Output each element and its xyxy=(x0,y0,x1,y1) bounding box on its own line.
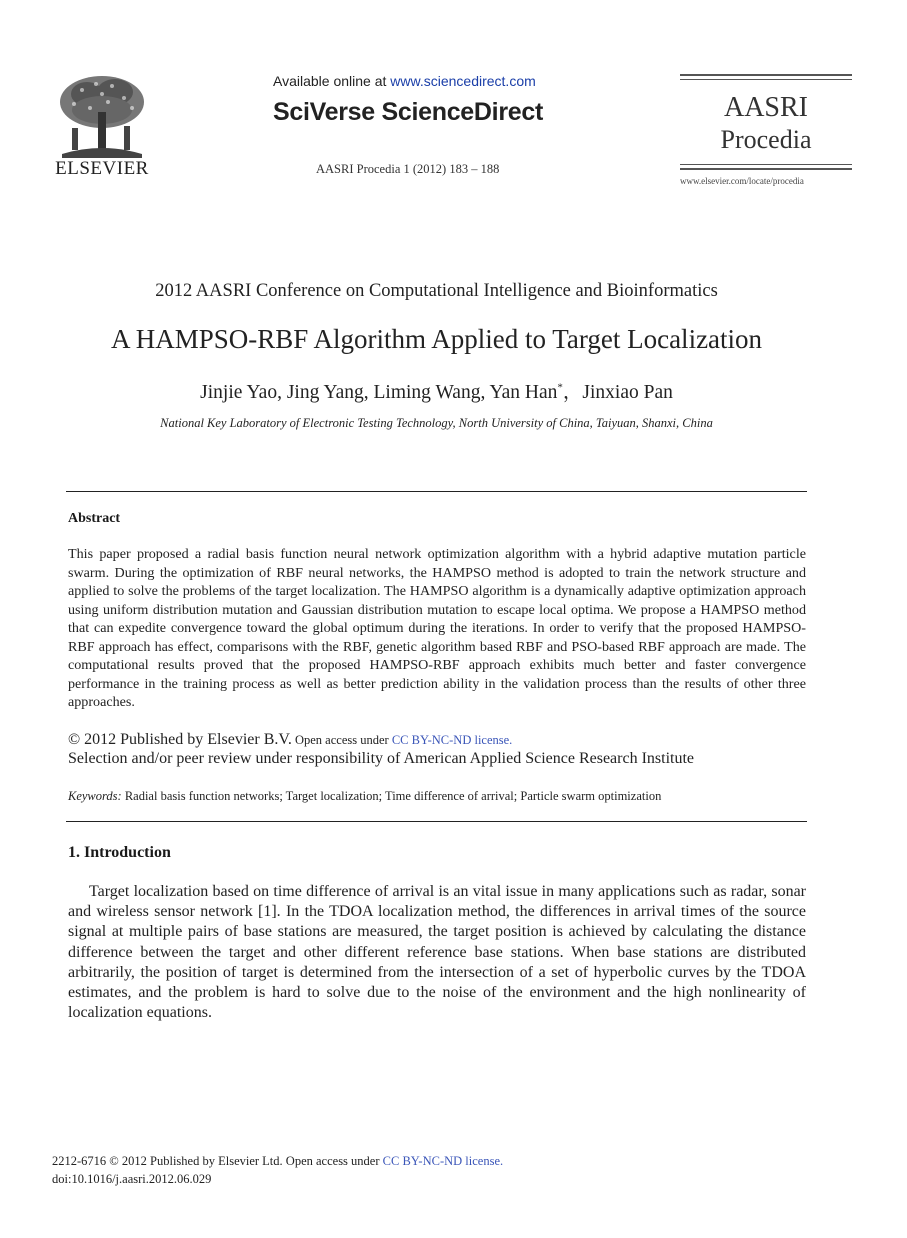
corresponding-author-mark: * xyxy=(557,381,563,394)
affiliation: National Key Laboratory of Electronic Testing Technology, North University of China, Taiyuan, Shanxi, China xyxy=(160,416,713,430)
platform-name: SciVerse ScienceDirect xyxy=(273,98,543,126)
paper-title: A HAMPSO-RBF Algorithm Applied to Target Localization xyxy=(110,324,763,354)
available-online-line xyxy=(273,73,536,89)
tree-icon xyxy=(52,72,152,158)
footer-license-link[interactable]: CC BY-NC-ND license. xyxy=(382,1154,504,1168)
sciencedirect-link[interactable]: www.sciencedirect.com xyxy=(390,73,536,89)
divider-bottom xyxy=(66,821,807,822)
license-link[interactable]: CC BY-NC-ND license. xyxy=(391,733,513,747)
divider-top xyxy=(66,491,807,492)
author-list xyxy=(0,376,873,404)
keywords-line xyxy=(68,789,661,804)
journal-brand-box xyxy=(680,74,852,170)
introduction-body: Target localization based on time difference of arrival is an vital issue in many applications such as radar, sonar and wireless sensor network [1]. In the TDOA localization method, the differences in arrival times of the source signal at multiple pairs of base stations are measured, the target position is achieved by calculating the distance difference between the target and other different reference base stations. When base stations are distributed arbitrarily, the position of target is determined from the intersection of a set of hyperbolic curves by the TDOA estimates, and the problem is hard to solve due to the noise of the environment and the high nonlinearity of localization equations. xyxy=(68,883,806,1022)
footer-doi[interactable]: doi:10.1016/j.aasri.2012.06.029 xyxy=(52,1172,212,1186)
journal-reference: AASRI Procedia 1 (2012) 183 – 188 xyxy=(316,162,500,176)
footer-open-access: Open access under xyxy=(282,1154,383,1168)
conference-name: 2012 AASRI Conference on Computational Intelligence and Bioinformatics xyxy=(155,281,718,301)
top-rule xyxy=(680,74,852,76)
journal-url-link[interactable]: www.elsevier.com/locate/procedia xyxy=(680,176,804,186)
keywords-label: Keywords: xyxy=(68,789,122,803)
authors-last: ，Jinxiao Pan xyxy=(562,382,673,403)
copyright-open-access: Open access under xyxy=(291,733,392,747)
review-statement: Selection and/or peer review under responsibility of American Applied Science Research Institute xyxy=(68,750,695,767)
abstract-body: This paper proposed a radial basis function neural network optimization algorithm with a hybrid adaptive mutation particle swarm. During the optimization of RBF neural networks, the HAMPSO method is adopted to train the network structure and applied to solve the problems of the target localization. The HAMPSO algorithm is a dynamically adaptive optimization approach using uniform distribution mutation and Gaussian distribution mutation to escape local optima. We propose a HAMPSO method that can expedite convergence toward the global optimum during the iterations. In order to verify that the proposed HAMPSO-RBF approach has effect, comparisons with the RBF, genetic algorithm based RBF and PSO-based RBF approach are made. The computational results proved that the proposed HAMPSO-RBF approach exhibits much better and faster convergence performance in the training process as well as better prediction ability in the validation process than the results of other three approaches. xyxy=(68,546,806,710)
footer-issn-line xyxy=(52,1154,503,1169)
footer-issn: 2212-6716 © 2012 Published by Elsevier Ltd. xyxy=(52,1154,283,1168)
abstract-heading: Abstract xyxy=(68,511,121,526)
authors-main: Jinjie Yao, Jing Yang, Liming Wang, Yan Han xyxy=(200,382,558,403)
top-rule-thin xyxy=(680,79,852,80)
available-prefix: Available online at xyxy=(273,73,391,89)
journal-name-procedia: Procedia xyxy=(720,125,812,154)
journal-name: AASRI xyxy=(723,92,808,123)
publisher-name: ELSEVIER xyxy=(55,158,149,179)
keywords-list: Radial basis function networks; Target localization; Time difference of arrival; Particle swarm optimization xyxy=(121,789,662,803)
copyright-line xyxy=(68,731,512,749)
section-heading-introduction: 1. Introduction xyxy=(68,844,171,861)
bottom-rule xyxy=(680,168,852,170)
bottom-rule-thin xyxy=(680,164,852,165)
copyright-main: © 2012 Published by Elsevier B.V. xyxy=(68,731,292,748)
